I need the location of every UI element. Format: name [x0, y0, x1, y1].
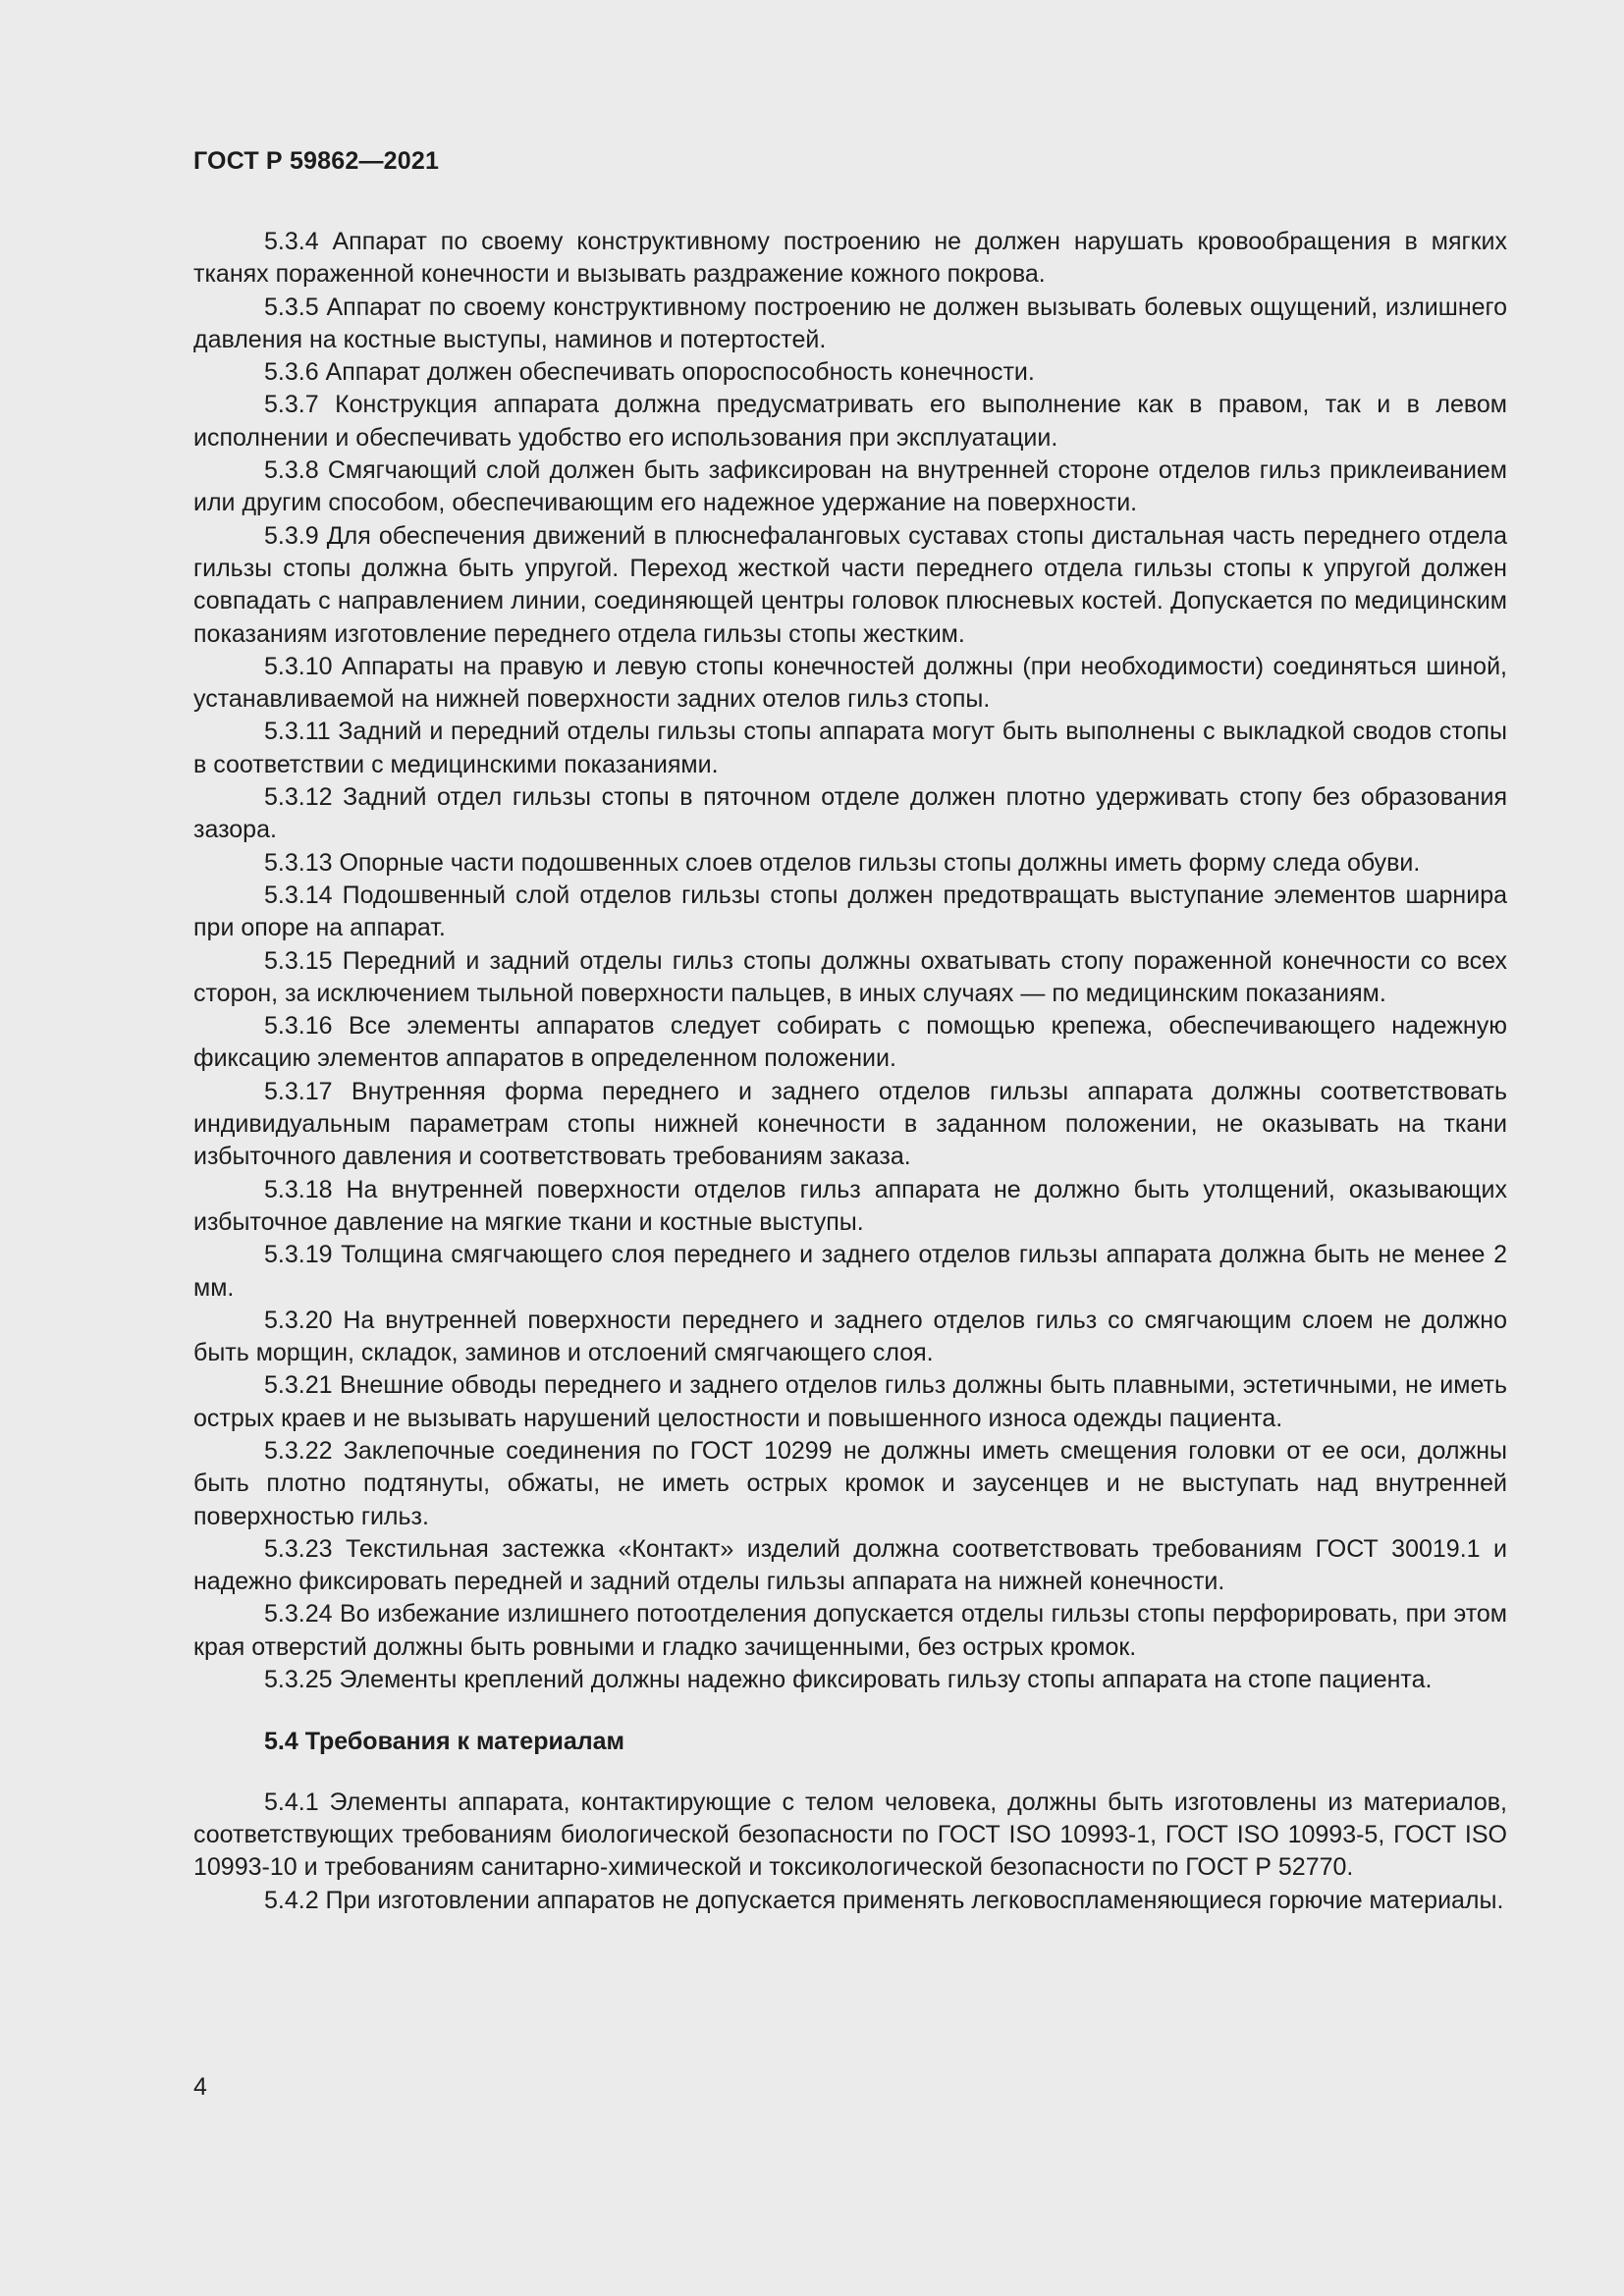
- paragraph-5-3-12: 5.3.12 Задний отдел гильзы стопы в пяточном отделе должен плотно удерживать стопу без образования зазора.: [193, 783, 1507, 844]
- paragraph-5-3-6: 5.3.6 Аппарат должен обеспечивать опороспособность конечности.: [264, 358, 1035, 387]
- paragraph-5-3-7: 5.3.7 Конструкция аппарата должна предусматривать его выполнение как в правом, так и в левом исполнении и обеспечивать удобство его использования при эксплуатации.: [193, 391, 1507, 452]
- page-number: 4: [193, 2073, 207, 2101]
- paragraph-5-3-16: 5.3.16 Все элементы аппаратов следует собирать с помощью крепежа, обеспечивающего надежную фиксацию элементов аппаратов в определенном положении.: [193, 1012, 1507, 1073]
- paragraph-5-3-4: 5.3.4 Аппарат по своему конструктивному построению не должен нарушать кровообращения в мягких тканях пораженной конечности и вызывать раздражение кожного покрова.: [193, 228, 1507, 289]
- paragraph-5-3-17: 5.3.17 Внутренняя форма переднего и заднего отделов гильзы аппарата должны соответствовать индивидуальным параметрам стопы нижней конечности в заданном положении, не оказывать на ткани избыточного давления и соответствовать требованиям заказа.: [193, 1077, 1507, 1171]
- paragraph-5-3-8: 5.3.8 Смягчающий слой должен быть зафиксирован на внутренней стороне отделов гильз приклеиванием или другим способом, обеспечивающим его надежное удержание на поверхности.: [193, 456, 1507, 517]
- document-header: ГОСТ Р 59862—2021: [193, 147, 440, 175]
- paragraph-5-4-2: 5.4.2 При изготовлении аппаратов не допускается применять легковоспламеняющиеся горючие материалы.: [264, 1886, 1504, 1914]
- paragraph-5-3-23: 5.3.23 Текстильная застежка «Контакт» изделий должна соответствовать требованиям ГОСТ 30019.1 и надежно фиксировать передней и задний отделы гильзы аппарата на нижней конечности.: [193, 1534, 1507, 1596]
- paragraph-5-3-9: 5.3.9 Для обеспечения движений в плюснефаланговых суставах стопы дистальная часть переднего отдела гильзы стопы должна быть упругой. Переход жесткой части переднего отдела гильзы стопы к упругой должен совпадать с направлением линии, соединяющей центры головок плюсневых костей. Допускается по медицинским показаниям изготовление переднего отдела гильзы стопы жестким.: [193, 521, 1507, 648]
- paragraph-5-3-22: 5.3.22 Заклепочные соединения по ГОСТ 10299 не должны иметь смещения головки от ее оси, должны быть плотно подтянуты, обжаты, не иметь острых кромок и заусенцев и не выступать над внутренней поверхностью гильз.: [193, 1436, 1507, 1530]
- paragraph-5-3-5: 5.3.5 Аппарат по своему конструктивному построению не должен вызывать болевых ощущений, излишнего давления на костные выступы, наминов и потертостей.: [193, 293, 1507, 353]
- paragraph-5-3-11: 5.3.11 Задний и передний отделы гильзы стопы аппарата могут быть выполнены с выкладкой сводов стопы в соответствии с медицинскими показаниями.: [193, 718, 1507, 778]
- paragraph-5-3-21: 5.3.21 Внешние обводы переднего и заднего отделов гильз должны быть плавными, эстетичными, не иметь острых краев и не вызывать нарушений целостности и повышенного износа одежды пациента.: [193, 1371, 1507, 1432]
- document-body: [193, 226, 1507, 1917]
- paragraph-5-3-25: 5.3.25 Элементы креплений должны надежно фиксировать гильзу стопы аппарата на стопе пациента.: [264, 1666, 1433, 1694]
- paragraph-5-3-15: 5.3.15 Передний и задний отделы гильз стопы должны охватывать стопу пораженной конечности со всех сторон, за исключением тыльной поверхности пальцев, в иных случаях — по медицинским показаниям.: [193, 946, 1507, 1007]
- paragraph-5-3-20: 5.3.20 На внутренней поверхности переднего и заднего отделов гильз со смягчающим слоем не должно быть морщин, складок, заминов и отслоений смягчающего слоя.: [193, 1306, 1507, 1367]
- paragraph-5-3-19: 5.3.19 Толщина смягчающего слоя переднего и заднего отделов гильзы аппарата должна быть не менее 2 мм.: [193, 1241, 1507, 1302]
- paragraph-5-4-1: 5.4.1 Элементы аппарата, контактирующие с телом человека, должны быть изготовлены из материалов, соответствующих требованиям биологической безопасности по ГОСТ ISO 10993-1, ГОСТ ISO 10993-5, ГОСТ ISO 10993-10 и требованиям санитарно-химической и токсикологической безопасности по ГОСТ Р 52770.: [193, 1788, 1507, 1882]
- section-heading-5-4: 5.4 Требования к материалам: [264, 1728, 625, 1756]
- paragraph-5-3-18: 5.3.18 На внутренней поверхности отделов гильз аппарата не должно быть утолщений, оказывающих избыточное давление на мягкие ткани и костные выступы.: [193, 1175, 1507, 1236]
- paragraph-5-3-13: 5.3.13 Опорные части подошвенных слоев отделов гильзы стопы должны иметь форму следа обуви.: [264, 848, 1421, 877]
- paragraph-5-3-24: 5.3.24 Во избежание излишнего потоотделения допускается отделы гильзы стопы перфорировать, при этом края отверстий должны быть ровными и гладко зачищенными, без острых кромок.: [193, 1600, 1507, 1661]
- paragraph-5-3-14: 5.3.14 Подошвенный слой отделов гильзы стопы должен предотвращать выступание элементов шарнира при опоре на аппарат.: [193, 881, 1507, 942]
- paragraph-5-3-10: 5.3.10 Аппараты на правую и левую стопы конечностей должны (при необходимости) соединяться шиной, устанавливаемой на нижней поверхности задних отелов гильз стопы.: [193, 652, 1507, 714]
